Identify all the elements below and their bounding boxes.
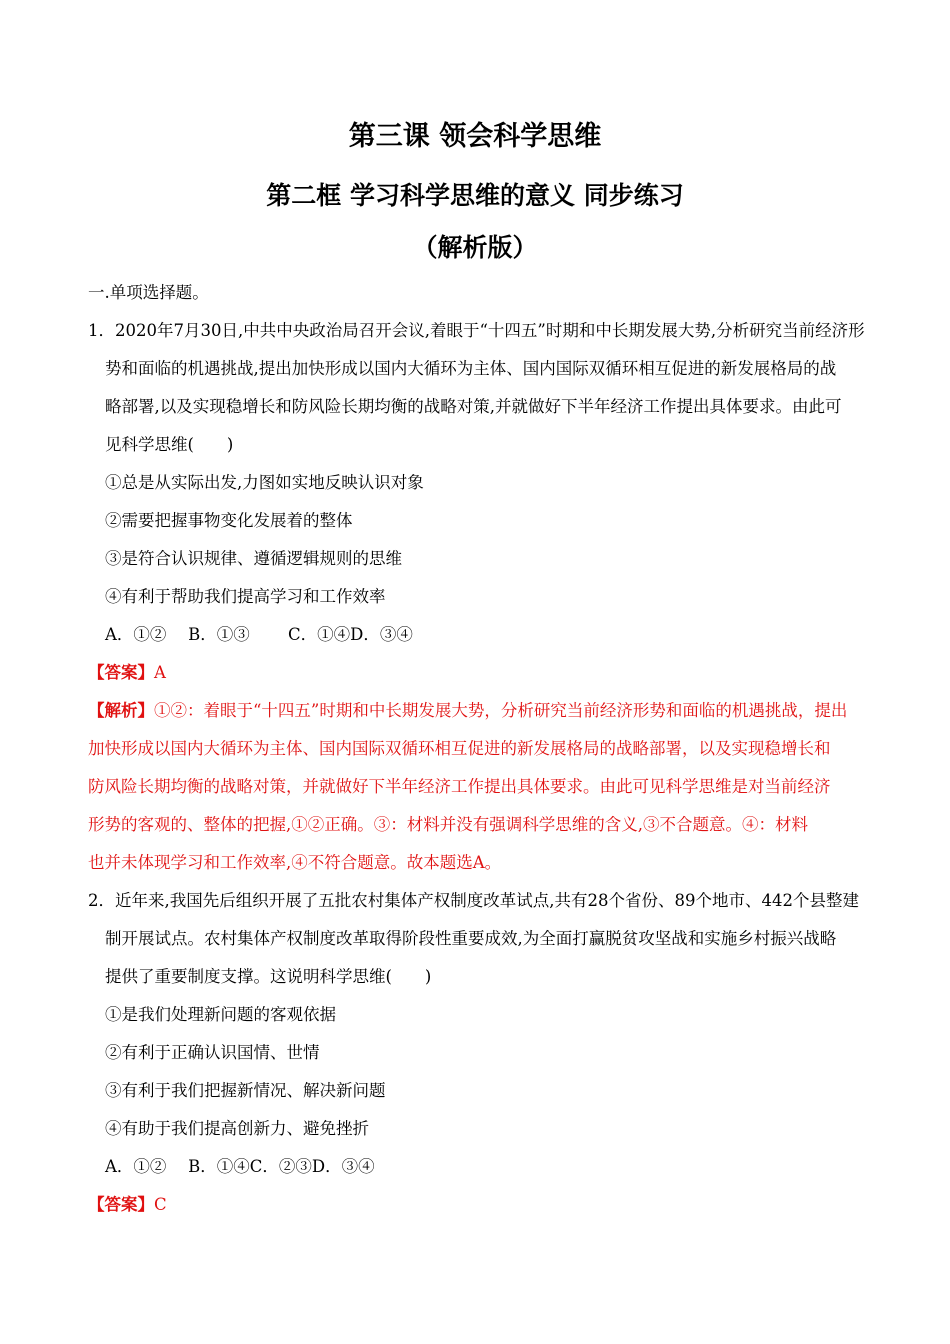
q1-answer <box>88 662 166 684</box>
q2-stem-line-1: 2．近年来,我国先后组织开展了五批农村集体产权制度改革试点,共有28个省份、89个地市、442个县整建 <box>88 891 859 910</box>
q1-analysis-text-1: ①②：着眼于“十四五”时期和中长期发展大势，分析研究当前经济形势和面临的机遇挑战，提出 <box>154 701 848 720</box>
q1-choices: A．①② B．①③ C．①④D．③④ <box>105 625 413 644</box>
q1-analysis-label: 【解析】 <box>88 701 154 720</box>
q2-option-4: ④有助于我们提高创新力、避免挫折 <box>105 1119 369 1138</box>
q1-option-1: ①总是从实际出发,力图如实地反映认识对象 <box>105 473 424 492</box>
q2-answer-value: C <box>154 1195 167 1214</box>
q1-answer-value: A <box>154 663 166 682</box>
q2-answer-label: 【答案】 <box>88 1195 154 1214</box>
q1-stem-line-4: 见科学思维( ) <box>105 435 234 454</box>
q2-answer <box>88 1194 167 1216</box>
q1-analysis-line-5: 也并未体现学习和工作效率,④不符合题意。故本题选A。 <box>88 853 502 872</box>
q2-stem-line-3: 提供了重要制度支撑。这说明科学思维( ) <box>105 967 432 986</box>
q1-stem-line-3: 略部署,以及实现稳增长和防风险长期均衡的战略对策,并就做好下半年经济工作提出具体要求。由此可 <box>105 397 842 416</box>
q1-analysis-line-4: 形势的客观的、整体的把握,①②正确。③：材料并没有强调科学思维的含义,③不合题意。④：材料 <box>88 815 808 834</box>
q1-answer-label: 【答案】 <box>88 663 154 682</box>
q2-option-2: ②有利于正确认识国情、世情 <box>105 1043 320 1062</box>
q1-option-3: ③是符合认识规律、遵循逻辑规则的思维 <box>105 549 402 568</box>
q2-option-1: ①是我们处理新问题的客观依据 <box>105 1005 336 1024</box>
q2-stem-line-2: 制开展试点。农村集体产权制度改革取得阶段性重要成效,为全面打赢脱贫攻坚战和实施乡村振兴战略 <box>105 929 837 948</box>
lesson-title: 第三课 领会科学思维 <box>348 121 602 152</box>
q1-option-2: ②需要把握事物变化发展着的整体 <box>105 511 353 530</box>
q1-stem-line-1: 1．2020年7月30日,中共中央政治局召开会议,着眼于“十四五”时期和中长期发展大势,分析研究当前经济形 <box>88 321 865 340</box>
q2-choices: A．①② B．①④C．②③D．③④ <box>105 1157 375 1176</box>
q1-analysis-line-1 <box>88 700 847 722</box>
q1-analysis-line-3: 防风险长期均衡的战略对策，并就做好下半年经济工作提出具体要求。由此可见科学思维是对当前经济 <box>88 777 831 796</box>
section-title: 第二框 学习科学思维的意义 同步练习 <box>266 181 684 210</box>
edition-subtitle: （解析版） <box>412 233 538 262</box>
q1-stem-line-2: 势和面临的机遇挑战,提出加快形成以国内大循环为主体、国内国际双循环相互促进的新发展格局的战 <box>105 359 837 378</box>
q2-option-3: ③有利于我们把握新情况、解决新问题 <box>105 1081 386 1100</box>
q1-option-4: ④有利于帮助我们提高学习和工作效率 <box>105 587 386 606</box>
q1-analysis-line-2: 加快形成以国内大循环为主体、国内国际双循环相互促进的新发展格局的战略部署，以及实现稳增长和 <box>88 739 831 758</box>
section-heading: 一.单项选择题。 <box>88 283 209 302</box>
